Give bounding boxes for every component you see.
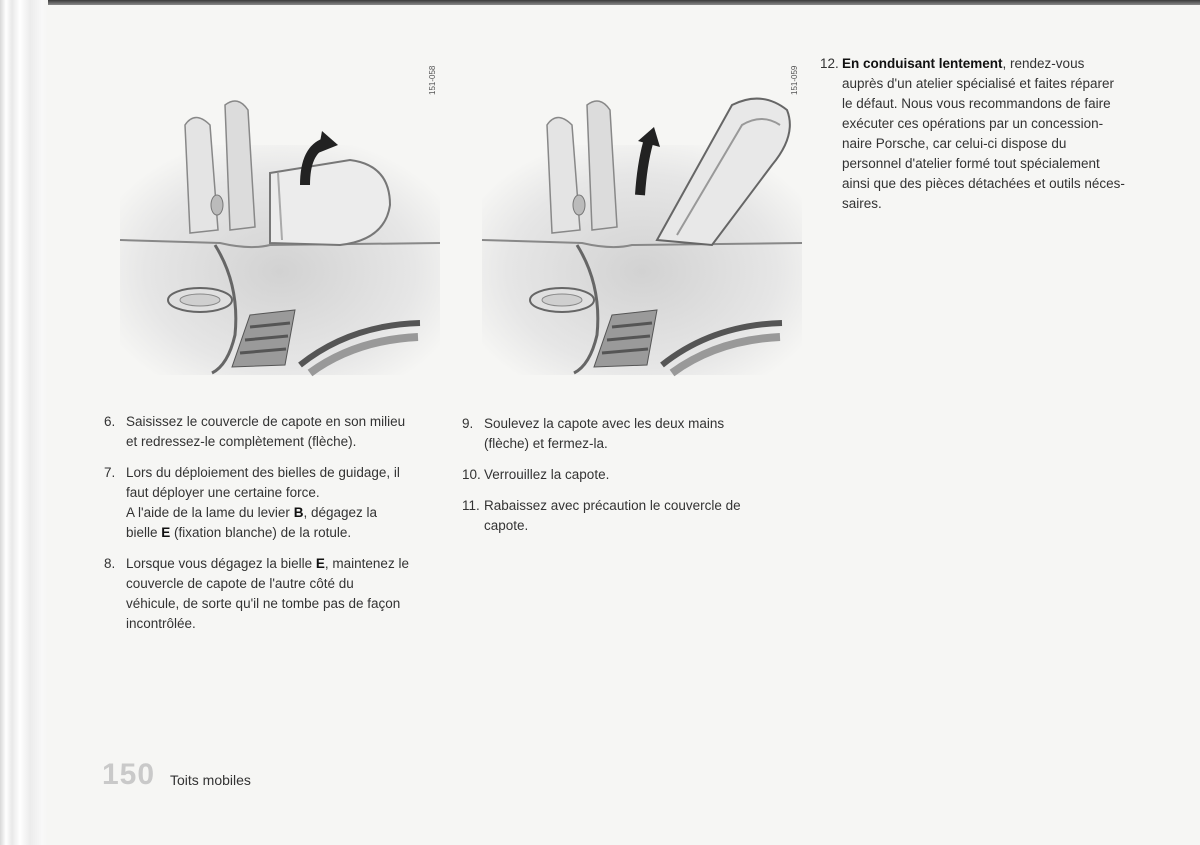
step-9: 9. Soulevez la capote avec les deux mains (flèche) et fermez-la. — [462, 416, 725, 451]
car-rear-illustration-left — [100, 55, 460, 380]
step-12: 12. En conduisant lentement, rendez-vous auprès d'un atelier spécialisé et faites réparer le défaut. Nous vous recommandons de faire exécuter ces opérations par un concession- naire Porsche, car celui-ci dispose du personnel d'atelier formé tout spécialement ainsi que des pièces détachées et outils néces- saires. — [820, 56, 1125, 211]
figure-reference-left: 151-058 — [428, 65, 437, 95]
instructions-column-3 — [820, 54, 1165, 225]
page-top-edge — [0, 0, 1200, 5]
book-spine-shading — [0, 0, 48, 845]
step-6: 6. Saisissez le couvercle de capote en son milieu et redressez-le complètement (flèche). — [104, 414, 406, 449]
step-11: 11. Rabaissez avec précaution le couvercle de capote. — [462, 498, 741, 533]
page-number: 150 — [102, 758, 156, 791]
figure-reference-right: 151-059 — [790, 65, 799, 95]
illustration-top-lifting — [462, 55, 822, 380]
car-rear-illustration-right — [462, 55, 822, 380]
step-8: 8. Lorsque vous dégagez la bielle E, maintenez le couvercle de capote de l'autre côté du véhicule, de sorte qu'il ne tombe pas de façon incontrôlée. — [104, 556, 409, 631]
instructions-column-1 — [104, 412, 444, 645]
step-10: 10. Verrouillez la capote. — [462, 467, 610, 482]
step-7: 7. Lors du déploiement des bielles de guidage, il faut déployer une certaine force. A l'aide de la lame du levier B, dégagez la bielle E (fixation blanche) de la rotule. — [104, 465, 400, 540]
illustration-cover-raised — [100, 55, 460, 380]
section-title: Toits mobiles — [170, 772, 251, 788]
instructions-column-2 — [462, 414, 802, 547]
